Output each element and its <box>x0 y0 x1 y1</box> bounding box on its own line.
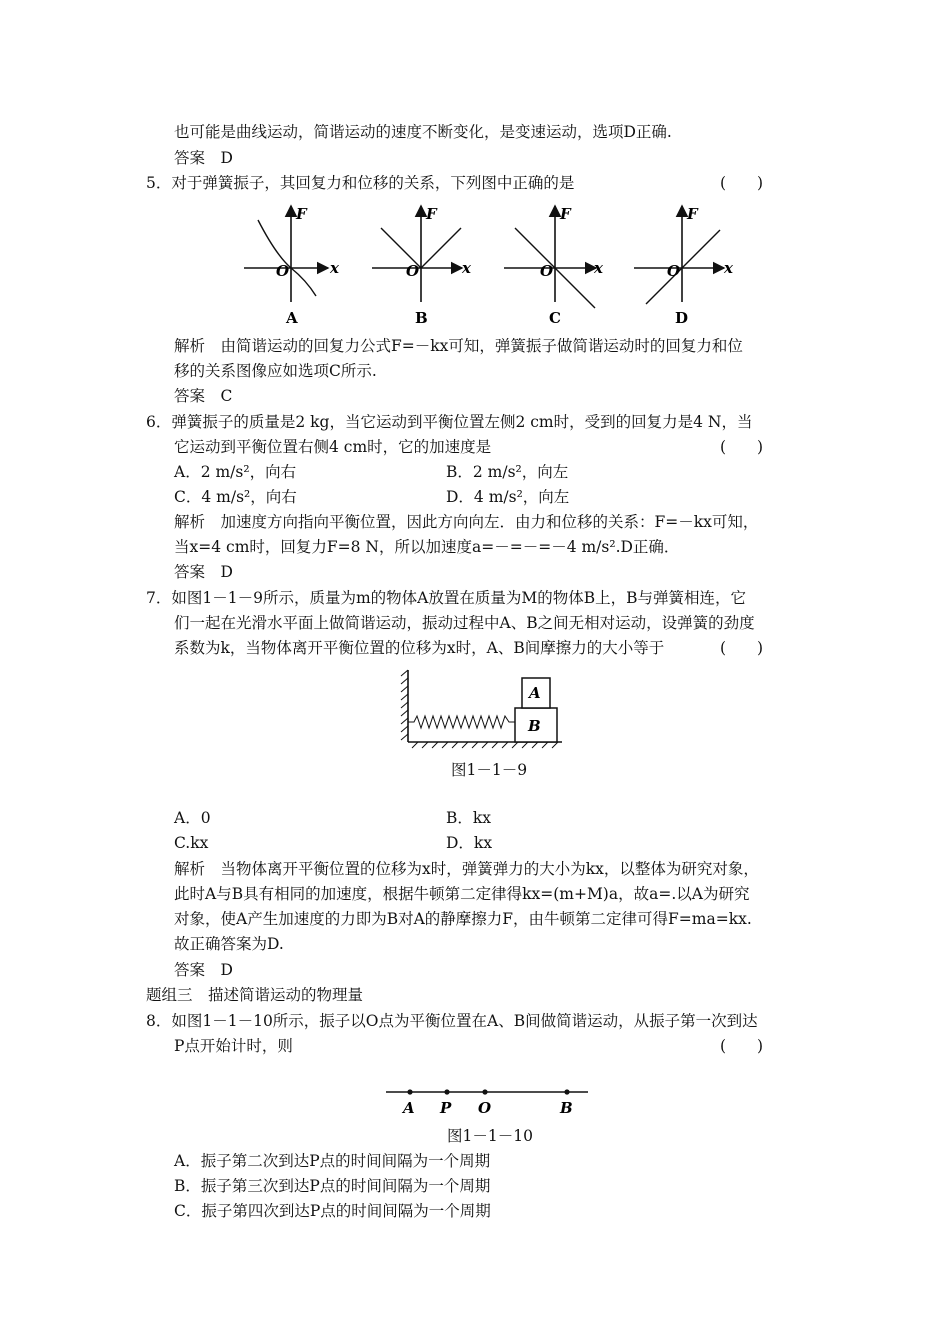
analysis-line: 解析 由简谐运动的回复力公式F=－kx可知，弹簧振子做简谐运动时的回复力和位 <box>174 337 743 355</box>
figure-caption: 图1－1－9 <box>451 761 528 779</box>
option-d: D．4 m/s²，向左 <box>446 488 570 506</box>
point-a <box>407 1089 412 1094</box>
axis-label-x: x <box>330 259 339 277</box>
graph-label: B <box>415 309 428 327</box>
graph-a <box>244 205 340 327</box>
axis-label-f: F <box>296 205 307 223</box>
option-a: A．2 m/s²，向右 <box>174 463 297 481</box>
question-5: 5．对于弹簧振子，其回复力和位移的关系，下列图中正确的是 <box>146 174 575 192</box>
answer-line: 答案 D <box>174 149 233 167</box>
answer-blank: ( ) <box>720 174 764 192</box>
answer-line: 答案 D <box>174 563 233 581</box>
label-o: O <box>478 1099 492 1117</box>
option-a: A．0 <box>174 809 211 827</box>
option-b: B．振子第三次到达P点的时间间隔为一个周期 <box>174 1177 491 1195</box>
point-o <box>482 1089 487 1094</box>
graph-label: C <box>549 309 561 327</box>
analysis-line: 移的关系图像应如选项C所示. <box>174 362 377 380</box>
axis-label-f: F <box>426 205 437 223</box>
question-6: 6．弹簧振子的质量是2 kg，当它运动到平衡位置左侧2 cm时，受到的回复力是4 N，当 <box>146 413 753 431</box>
q5-graphs-figure <box>236 200 736 330</box>
analysis-line: 对象，使A产生加速度的力即为B对A的静摩擦力F，由牛顿第二定律可得F=ma=kx. <box>174 910 752 928</box>
origin-label: O <box>406 262 420 280</box>
option-c: C．振子第四次到达P点的时间间隔为一个周期 <box>174 1202 491 1220</box>
axis-label-x: x <box>462 259 471 277</box>
figure-caption: 图1－1－10 <box>447 1127 533 1145</box>
text-line: 也可能是曲线运动，简谐运动的速度不断变化，是变速运动，选项D正确. <box>174 123 672 141</box>
block-b-label: B <box>528 717 541 735</box>
axis-label-x: x <box>594 259 603 277</box>
points-line-figure <box>382 1084 592 1120</box>
graph-label: D <box>675 309 689 327</box>
origin-label: O <box>540 262 554 280</box>
answer-line: 答案 C <box>174 387 233 405</box>
label-p: P <box>440 1099 452 1117</box>
question-7-cont: 们一起在光滑水平面上做简谐运动，振动过程中A、B之间无相对运动，设弹簧的劲度 <box>174 614 755 632</box>
question-7-cont: 系数为k，当物体离开平衡位置的位移为x时，A、B间摩擦力的大小等于 <box>174 639 665 657</box>
origin-label: O <box>276 262 290 280</box>
option-a: A．振子第二次到达P点的时间间隔为一个周期 <box>174 1152 491 1170</box>
graph-d <box>634 205 734 327</box>
graph-label: A <box>286 309 298 327</box>
axis-label-f: F <box>687 205 698 223</box>
graph-c <box>504 205 604 327</box>
analysis-line: 此时A与B具有相同的加速度，根据牛顿第二定律得kx=(m+M)a，故a=.以A为研究 <box>174 885 750 903</box>
option-b: B．2 m/s²，向左 <box>446 463 569 481</box>
analysis-line: 解析 加速度方向指向平衡位置，因此方向向左．由力和位移的关系：F=－kx可知， <box>174 513 759 531</box>
question-8: 8．如图1－1－10所示，振子以O点为平衡位置在A、B间做简谐运动，从振子第一次到达 <box>146 1012 758 1030</box>
axis-label-f: F <box>560 205 571 223</box>
graph-b <box>372 205 472 327</box>
answer-blank: ( ) <box>720 639 764 657</box>
question-8-cont: P点开始计时，则 <box>174 1037 293 1055</box>
label-b: B <box>560 1099 573 1117</box>
spring-block-figure <box>398 668 568 750</box>
analysis-line: 故正确答案为D. <box>174 935 284 953</box>
option-d: D．kx <box>446 834 493 852</box>
option-c: C．4 m/s²，向右 <box>174 488 297 506</box>
analysis-line: 当x=4 cm时，回复力F=8 N，所以加速度a=－=－=－4 m/s².D正确． <box>174 538 680 556</box>
label-a: A <box>403 1099 415 1117</box>
answer-line: 答案 D <box>174 961 233 979</box>
question-6-cont: 它运动到平衡位置右侧4 cm时，它的加速度是 <box>174 438 492 456</box>
answer-blank: ( ) <box>720 438 764 456</box>
origin-label: O <box>667 262 681 280</box>
option-b: B．kx <box>446 809 492 827</box>
point-p <box>444 1089 449 1094</box>
axis-label-x: x <box>724 259 733 277</box>
answer-blank: ( ) <box>720 1037 764 1055</box>
analysis-line: 解析 当物体离开平衡位置的位移为x时，弹簧弹力的大小为kx，以整体为研究对象， <box>174 860 759 878</box>
section-heading: 题组三 描述简谐运动的物理量 <box>146 986 364 1004</box>
block-a-label: A <box>529 684 541 702</box>
point-b <box>564 1089 569 1094</box>
option-c: C.kx <box>174 834 209 852</box>
question-7: 7．如图1－1－9所示，质量为m的物体A放置在质量为M的物体B上，B与弹簧相连，它 <box>146 589 746 607</box>
